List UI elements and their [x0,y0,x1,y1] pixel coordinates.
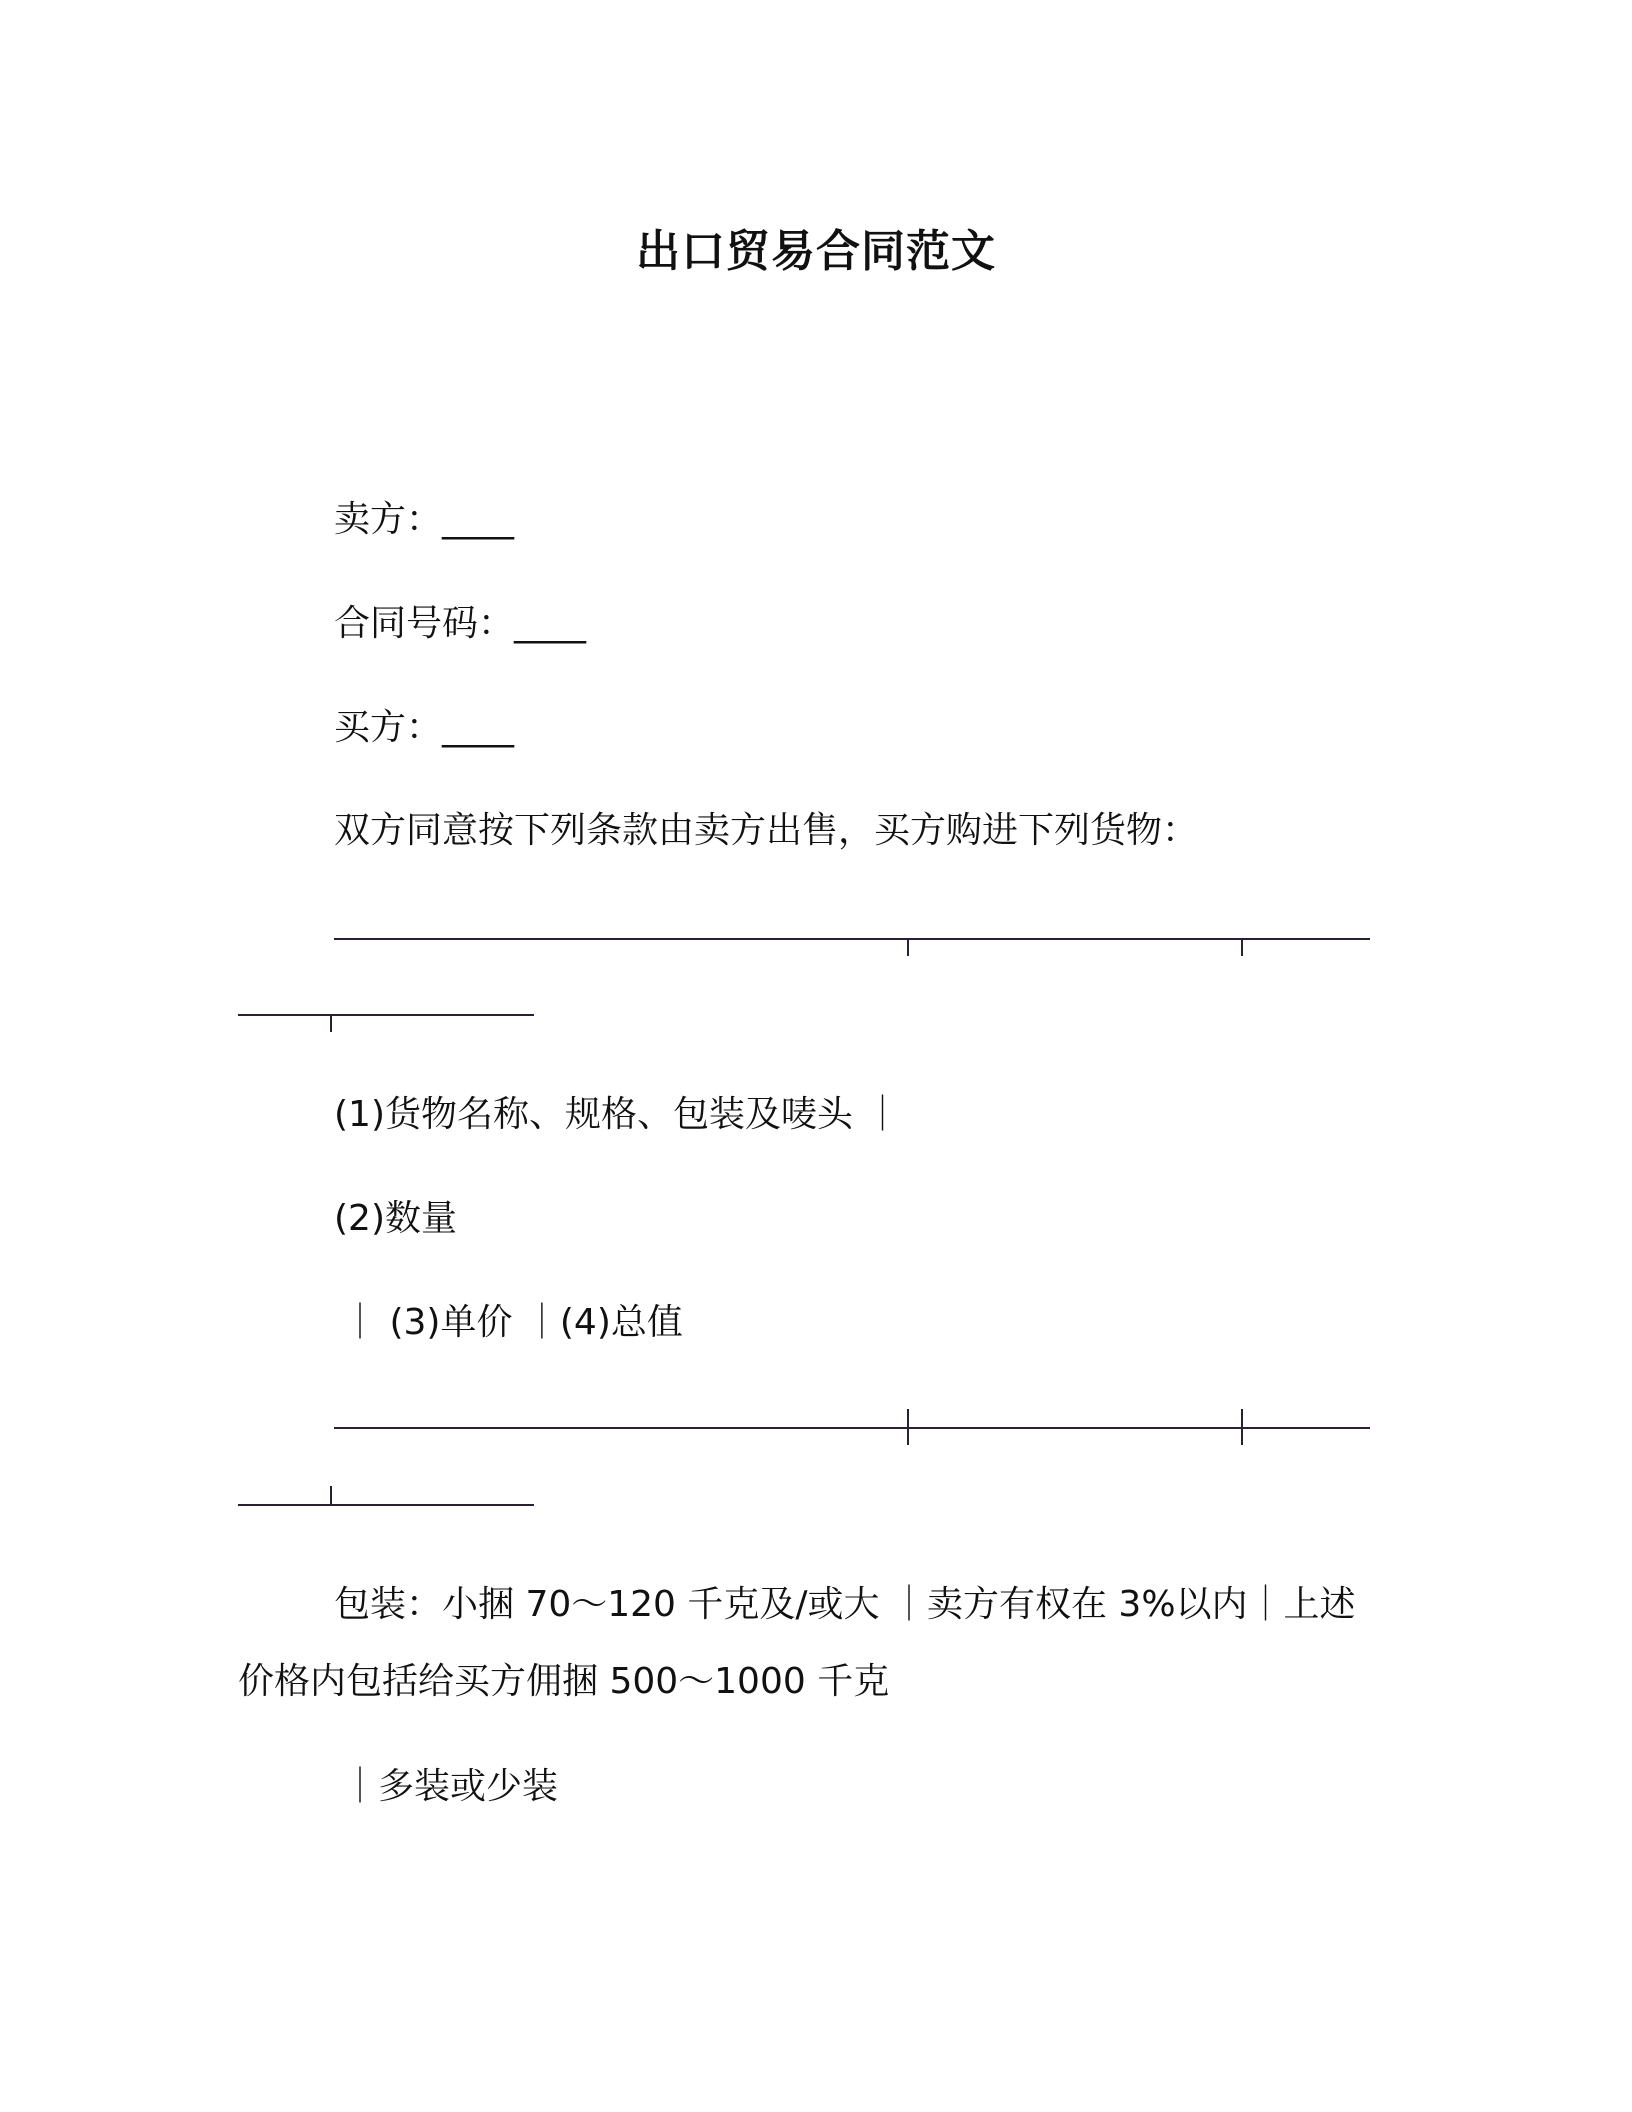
seller-line: 卖方：____ [334,499,515,540]
packing-line-continued: 价格内包括给买方佣捆 500～1000 千克 [238,1661,890,1702]
buyer-line: 买方：____ [334,707,515,748]
packing-line: 包装：小捆 70～120 千克及/或大 ｜卖方有权在 3%以内｜上述 [334,1584,1356,1625]
horizontal-rule [334,1427,1370,1429]
column-tick [907,1409,909,1445]
column-tick [330,1486,332,1504]
goods-name-heading: (1)货物名称、规格、包装及唛头 ｜ [334,1094,901,1135]
contract-number-line: 合同号码：____ [334,603,587,644]
horizontal-rule [238,1014,534,1016]
price-value-heading: ｜ (3)单价 ｜(4)总值 [342,1302,683,1343]
column-tick [330,1014,332,1032]
column-tick [907,938,909,956]
more-or-less-line: ｜多装或少装 [342,1766,559,1807]
quantity-heading: (2)数量 [334,1198,457,1239]
horizontal-rule [238,1504,534,1506]
column-tick [1241,1409,1243,1445]
agreement-line: 双方同意按下列条款由卖方出售，买方购进下列货物： [334,810,1199,851]
horizontal-rule [334,938,1370,940]
column-tick [1241,938,1243,956]
document-title: 出口贸易合同范文 [636,226,996,277]
